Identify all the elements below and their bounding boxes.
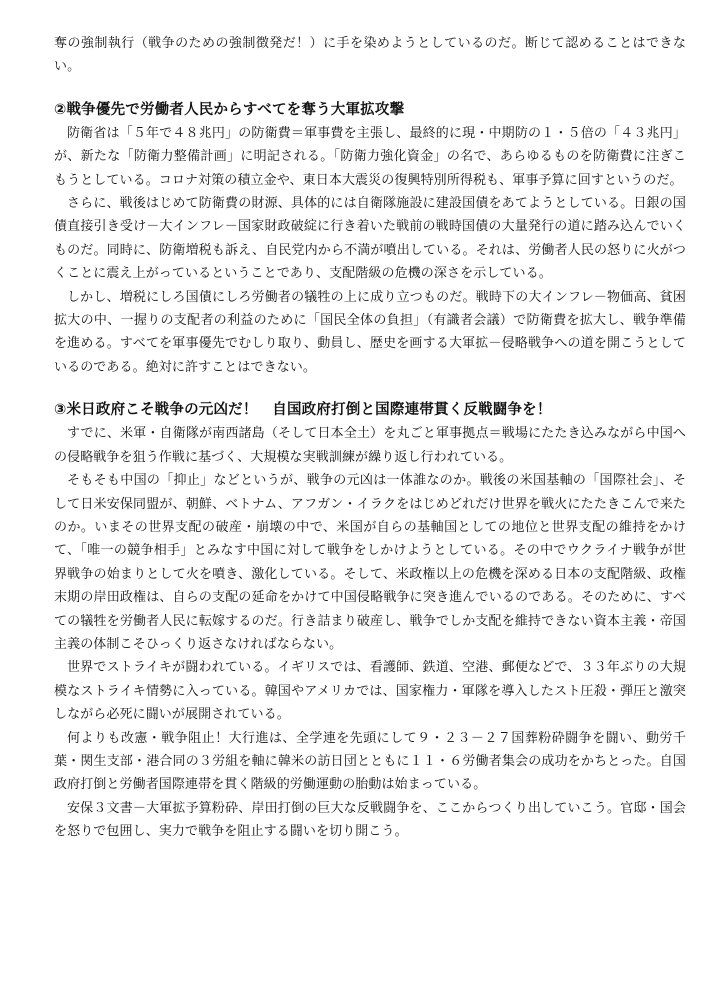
section-3-heading: ③米日政府こそ戦争の元凶だ！ 自国政府打倒と国際連帯貫く反戦闘争を！ bbox=[54, 402, 552, 419]
section-2-paragraph-2: さらに、戦後はじめて防衛費の財源、具体的には自衛隊施設に建設国債をあてようとしている。日銀の国債直接引き受け－大インフレ－国家財政破綻に行き着いた戦前の戦時国債の大量発行の道に踏み込んでいくものだ。同時に、防衛増税も訴え、自民党内から不満が噴出している。それは、労働者人民の怒りに火がつくことに震え上がっているということであり、支配階級の危機の深さを示している。 bbox=[54, 196, 686, 282]
section-gap bbox=[54, 379, 686, 399]
document-page bbox=[54, 32, 686, 844]
intro-paragraph: 奪の強制執行（戦争のための強制徴発だ！）に手を染めようとしているのだ。断じて認めることはできない。 bbox=[54, 36, 686, 75]
section-2 bbox=[54, 99, 686, 379]
section-2-paragraph-1: 防衛省は「５年で４８兆円」の防衛費＝軍事費を主張し、最終的に現・中期防の１・５倍の「４３兆円」が、新たな「防衛力整備計画」に明記される。「防衛力強化資金」の名で、あらゆるものを防衛費に注ぎこもうとしている。コロナ対策の積立金や、東日本大震災の復興特別所得税も、軍事予算に回すというのだ。 bbox=[54, 125, 686, 188]
section-3-paragraph-4: 何よりも改憲・戦争阻止！大行進は、全学連を先頭にして９・２３－２７国葬粉砕闘争を闘い、動労千葉・関生支部・港合同の３労組を軸に韓米の訪日団とともに１１・６労働者集会の成功をかちとった。自国政府打倒と労働者国際連帯を貫く階級的労働運動の胎動は始まっている。 bbox=[54, 730, 686, 793]
section-3-paragraph-1: すでに、米軍・自衛隊が南西諸島（そして日本全土）を丸ごと軍事拠点＝戦場にたたき込みながら中国への侵略戦争を狙う作戦に基づく、大規模な実戦訓練が繰り返し行われている。 bbox=[54, 426, 686, 465]
section-3 bbox=[54, 399, 686, 843]
section-3-paragraph-5: 安保３文書－大軍拡予算粉砕、岸田打倒の巨大な反戦闘争を、ここからつくり出していこう。官邸・国会を怒りで包囲し、実力で戦争を阻止する闘いを切り開こう。 bbox=[54, 800, 686, 840]
section-gap bbox=[54, 79, 686, 99]
section-3-paragraph-2: そもそも中国の「抑止」などというが、戦争の元凶は一体誰なのか。戦後の米国基軸の「国際社会」、そして日米安保同盟が、朝鮮、ベトナム、アフガン・イラクをはじめどれだけ世界を戦火にたたきこんで来たのか。いまその世界支配の破産・崩壊の中で、米国が自らの基軸国としての地位と世界支配の維持をかけて、「唯一の競争相手」とみなす中国に対して戦争をしかけようとしている。その中でウクライナ戦争が世界戦争の始まりとして火を噴き、激化している。そして、米政権以上の危機を深める日本の支配階級、政権末期の岸田政権は、自らの支配の延命をかけて中国侵略戦争に突き進んでいるのである。そのために、すべての犠牲を労働者人民に転嫁するのだ。行き詰まり破産し、戦争でしか支配を維持できない資本主義・帝国主義の体制こそひっくり返さなければならない。 bbox=[54, 473, 686, 652]
section-2-heading: ②戦争優先で労働者人民からすべてを奪う大軍拡攻撃 bbox=[54, 101, 405, 118]
section-3-paragraph-3: 世界でストライキが闘われている。イギリスでは、看護師、鉄道、空港、郵便などで、３３年ぶりの大規模なストライキ情勢に入っている。韓国やアメリカでは、国家権力・軍隊を導入したスト圧殺・弾圧と激突しながら必死に闘いが展開されている。 bbox=[54, 660, 686, 723]
section-2-paragraph-3: しかし、増税にしろ国債にしろ労働者の犠牲の上に成り立つものだ。戦時下の大インフレ－物価高、貧困拡大の中、一握りの支配者の利益のために「国民全体の負担」（有識者会議）で防衛費を拡大し、戦争準備を進める。すべてを軍事優先でむしり取り、動員し、歴史を画する大軍拡－侵略戦争への道を開こうとしているのである。絶対に許すことはできない。 bbox=[54, 289, 686, 375]
